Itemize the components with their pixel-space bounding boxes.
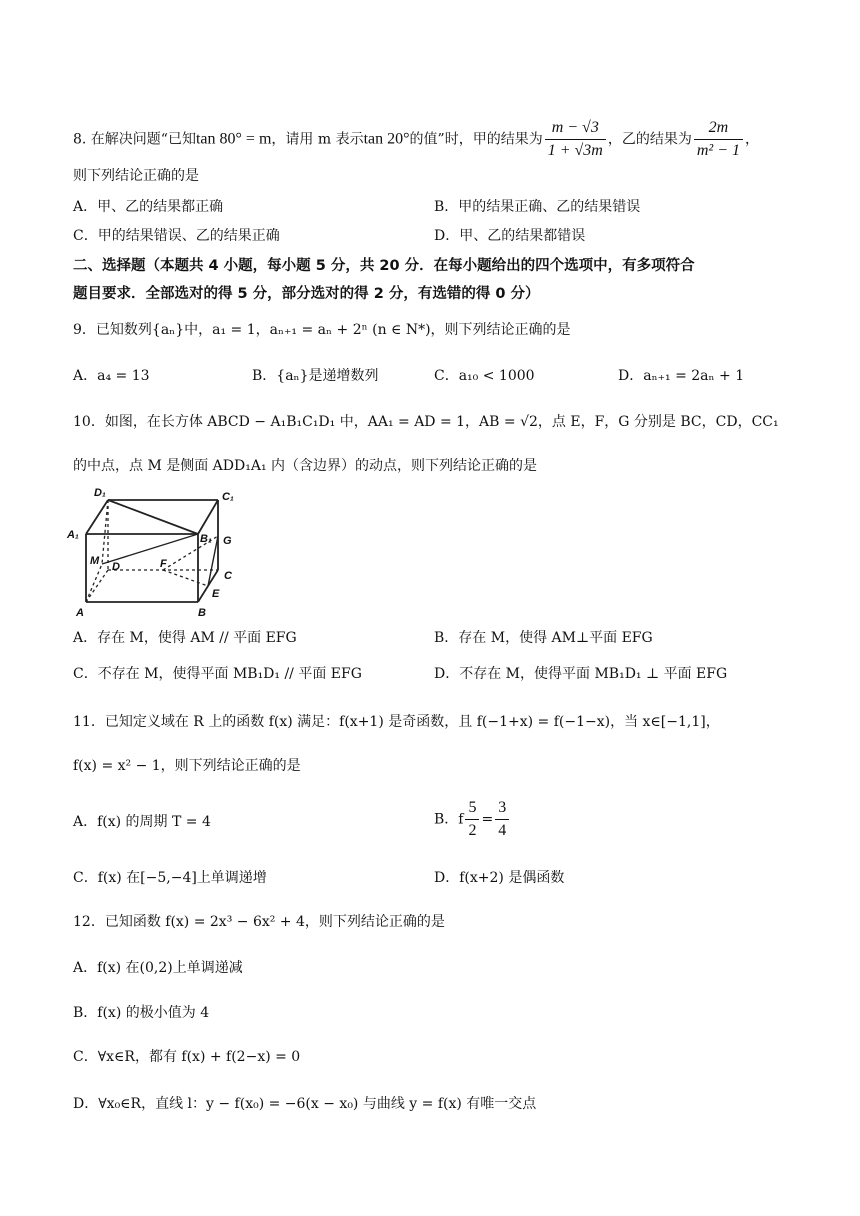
q11-option-a: A．f(x) 的周期 T = 4 [73,814,211,830]
label-b1: B₁ [200,533,212,545]
q11-stem-line1: 11．已知定义域在 R 上的函数 f(x) 满足：f(x+1) 是奇函数，且 f(−1+x) = f(−1−x)，当 x∈[−1,1]， [73,714,720,730]
edge-d1a1 [86,500,108,534]
q10-option-c: C．不存在 M，使得平面 MB₁D₁ // 平面 EFG [73,666,362,682]
q11-b-frac2-denominator: 4 [498,822,507,839]
q11-stem-line2: f(x) = x² − 1，则下列结论正确的是 [73,758,301,774]
q11-b-equals: = [481,811,494,828]
q12-option-a: A．f(x) 在(0,2)上单调递减 [73,960,243,976]
q8-frac1-denominator: 1 + √3m [547,142,603,159]
q9-option-b: B．{aₙ}是递增数列 [252,368,379,384]
q8-frac2-denominator: m² − 1 [696,142,740,159]
q11-b-frac2-numerator: 3 [495,798,509,820]
q8-text-c: ，请用 m 表示 [271,131,364,148]
q10-cuboid-figure [66,484,252,620]
q12-option-c: C．∀x∈R，都有 f(x) + f(2−x) = 0 [73,1049,301,1065]
hidden-segment-am [86,564,102,602]
q8-text-e: 的值”时，甲的结果为 [409,131,543,148]
q10-option-d: D．不存在 M，使得平面 MB₁D₁ ⊥ 平面 EFG [434,666,728,682]
q8-math-tan20: tan 20° [363,130,410,148]
segment-mb1 [102,534,198,564]
q12-option-b: B．f(x) 的极小值为 4 [73,1005,210,1021]
q8-stem-line1 [73,118,759,161]
label-b: B [198,607,206,619]
label-g: G [223,535,232,547]
q11-b-frac-arg [465,798,479,841]
q10-option-b: B．存在 M，使得 AM⊥平面 EFG [434,630,653,646]
q11-b-prefix: B．f [434,811,464,828]
section2-heading-line2: 题目要求．全部选对的得 5 分，部分选对的得 2 分，有选错的得 0 分） [73,286,540,302]
section2-heading-line1: 二、选择题（本题共 4 小题，每小题 5 分，共 20 分．在每小题给出的四个选项中，有多项符合 [73,258,695,274]
label-m: M [90,555,100,567]
q12-option-d: D．∀x₀∈R，直线 l：y − f(x₀) = −6(x − x₀) 与曲线 y = f(x) 有唯一交点 [73,1096,537,1112]
q8-fraction-jia [545,118,606,161]
q9-stem: 9．已知数列{aₙ}中，a₁ = 1，aₙ₊₁ = aₙ + 2ⁿ (n ∈ N*)，则下列结论正确的是 [73,322,571,338]
q9-option-a: A．a₄ = 13 [73,368,150,384]
label-c1: C₁ [222,491,234,503]
hidden-segment-fe [163,570,208,586]
q11-option-c: C．f(x) 在[−5,−4]上单调递增 [73,870,267,886]
q8-option-d: D．甲、乙的结果都错误 [434,228,586,244]
label-d1: D₁ [94,487,106,499]
q10-option-a: A．存在 M，使得 AM // 平面 EFG [73,630,297,646]
q8-text-f: ，乙的结果为 [607,131,692,148]
q9-option-c: C．a₁₀ < 1000 [434,368,535,384]
label-a1: A₁ [67,529,79,541]
q11-b-frac1-denominator: 2 [468,822,477,839]
q11-b-frac-value [495,798,509,841]
q11-option-b [434,798,511,841]
q8-text-g: ， [745,131,759,148]
q8-frac1-numerator: m − √3 [545,118,606,140]
edge-c1b1 [198,500,218,534]
hidden-segment-d1m [102,500,108,564]
q8-stem-line2: 则下列结论正确的是 [73,168,199,184]
segment-d1b1 [108,500,198,534]
q11-b-frac1-numerator: 5 [465,798,479,820]
q8-math-tan80: tan 80° = m [195,130,272,148]
q8-text-a: 8. 在解决问题“已知 [73,131,196,148]
q10-stem-line2: 的中点，点 M 是侧面 ADD₁A₁ 内（含边界）的动点，则下列结论正确的是 [73,458,538,474]
q8-option-b: B．甲的结果正确、乙的结果错误 [434,199,641,215]
q9-option-d: D．aₙ₊₁ = 2aₙ + 1 [618,368,745,384]
q11-option-d: D．f(x+2) 是偶函数 [434,870,565,886]
q8-fraction-yi [694,118,743,161]
q8-frac2-numerator: 2m [694,118,743,140]
label-a: A [76,607,84,619]
label-e: E [212,588,220,600]
label-d: D [112,561,120,573]
q12-stem: 12．已知函数 f(x) = 2x³ − 6x² + 4，则下列结论正确的是 [73,914,445,930]
hidden-edge-da [86,570,108,602]
label-c: C [224,570,232,582]
label-f: F [160,558,167,570]
q8-option-c: C．甲的结果错误、乙的结果正确 [73,228,280,244]
q10-stem-line1: 10．如图，在长方体 ABCD − A₁B₁C₁D₁ 中，AA₁ = AD = 1，AB = √2，点 E，F，G 分别是 BC，CD，CC₁ [73,414,779,430]
q8-option-a: A．甲、乙的结果都正确 [73,199,224,215]
